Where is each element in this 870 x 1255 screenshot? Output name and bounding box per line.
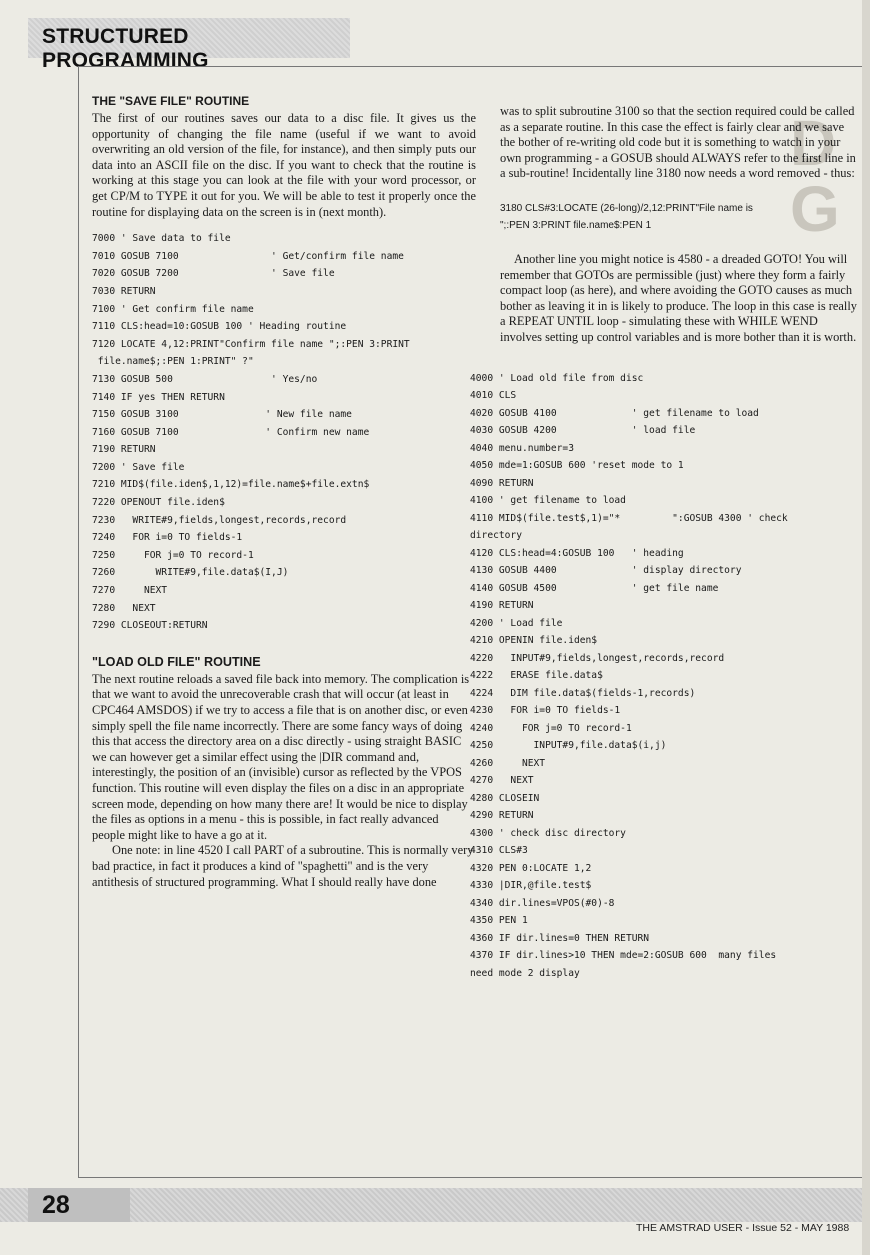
subroutine-paragraph: was to split subroutine 3100 so that the section required could be called as a separate routine. In this case the effect is fairly clear and we save the bother of re-writing old code but it is something to watch in your own programming - a GOSUB should ALWAYS refer to the first line in a sub-routine! Incidentally line 3180 now needs a word removed - thus: — [500, 104, 856, 181]
save-file-code-listing: 7000 ' Save data to file 7010 GOSUB 7100 ' Get/confirm file name 7020 GOSUB 7200 ' Save file 7030 RETURN 7100 ' Get confirm file name 7110 CLS:head=10:GOSUB 100 ' Heading routine 7120 LOCATE 4,12:PRINT"Confirm file name ";:PEN 3:PRINT file.name$;:PEN 1:PRINT" ?" 7130 GOSUB 500 ' Yes/no 7140 IF yes THEN RETURN 7150 GOSUB 3100 ' New file name 7160 GOSUB 7100 ' Confirm new name 7190 RETURN 7200 ' Save file 7210 MID$(file.iden$,1,12)=file.name$+file.extn$ 7220 OPENOUT file.iden$ 7230 WRITE#9,fields,longest,records,record 7240 FOR i=0 TO fields-1 7250 FOR j=0 TO record-1 7260 WRITE#9,file.data$(I,J) 7270 NEXT 7280 NEXT 7290 CLOSEOUT:RETURN — [92, 233, 410, 632]
goto-paragraph: Another line you might notice is 4580 - a dreaded GOTO! You will remember that GOTOs are permissible (just) where they form a fairly compact loop (as here), and where avoiding the GOTO causes as much bother as leaving it in is likely to produce. The loop in this case is really a REPEAT UNTIL loop - simulating these with WHILE WEND involves setting up control variables and is more bother than it is worth. — [500, 251, 857, 344]
save-file-heading: THE "SAVE FILE" ROUTINE — [92, 94, 250, 108]
section-title: STRUCTURED PROGRAMMING — [42, 25, 209, 72]
line-3180-code: 3180 CLS#3:LOCATE (26-long)/2,12:PRINT"File name is ";:PEN 3:PRINT file.name$:PEN 1 — [500, 202, 753, 231]
magazine-credit: THE AMSTRAD USER - Issue 52 - MAY 1988 — [636, 1222, 850, 1234]
page-number: 28 — [42, 1191, 70, 1219]
section-banner — [28, 18, 350, 72]
right-column — [470, 104, 858, 982]
left-column — [92, 94, 476, 890]
page-number-box — [28, 1188, 130, 1222]
load-file-heading: "LOAD OLD FILE" ROUTINE — [92, 654, 261, 669]
page-edge — [862, 0, 870, 1255]
save-file-paragraph: The first of our routines saves our data to a disc file. It gives us the opportunity of changing the file name (useful if we want to avoid overwriting an old version of the file, for instance), and then simply puts our data into an ASCII file on the disc. If you want to check that the routine is working at this stage you can look at the file with your word processor, or get CP/M to TYPE it out for you. We will be able to test it properly once the routine for displaying data on the screen is in (next month). — [92, 111, 476, 219]
load-file-code-listing: 4000 ' Load old file from disc 4010 CLS 4020 GOSUB 4100 ' get filename to load 4030 GOSUB 4200 ' load file 4040 menu.number=3 4050 mde=1:GOSUB 600 'reset mode to 1 4090 RETURN 4100 ' get filename to load 4110 MID$(file.test$,1)="* ":GOSUB 4300 ' check directory 4120 CLS:head=4:GOSUB 100 ' heading 4130 GOSUB 4400 ' display directory 4140 GOSUB 4500 ' get file name 4190 RETURN 4200 ' Load file 4210 OPENIN file.iden$ 4220 INPUT#9,fields,longest,records,record 4222 ERASE file.data$ 4224 DIM file.data$(fields-1,records) 4230 FOR i=0 TO fields-1 4240 FOR j=0 TO record-1 4250 INPUT#9,file.data$(i,j) 4260 NEXT 4270 NEXT 4280 CLOSEIN 4290 RETURN 4300 ' check disc directory 4310 CLS#3 4320 PEN 0:LOCATE 1,2 4330 |DIR,@file.test$ 4340 dir.lines=VPOS(#0)-8 4350 PEN 1 4360 IF dir.lines=0 THEN RETURN 4370 IF dir.lines>10 THEN mde=2:GOSUB 600 many files need mode 2 display — [470, 372, 788, 979]
load-file-paragraph-note: One note: in line 4520 I call PART of a subroutine. This is normally very bad practice, in fact it produces a kind of "spaghetti" and is the very antithesis of structured programming. What I should really have done — [92, 843, 474, 889]
load-file-paragraph: The next routine reloads a saved file back into memory. The complication is that we want to avoid the unrecoverable crash that will occur (at least in CPC464 AMSDOS) if we try to access a file that is on another disc, or even simply spell the file name incorrectly. There are some fancy ways of doing this that access the directory area on a disc directly - using straight BASIC we can however get a similar effect using the |DIR command and, interestingly, the position of an (invisible) cursor as reflected by the VPOS function. This routine will even display the files on a disc in an appropriate screen mode, depending on how many there are! It would be nice to display the files as options in a menu - this is possible, in fact really advanced people might like to have a go at it. — [92, 671, 470, 842]
bleed-through-letters: D G — [790, 107, 840, 245]
